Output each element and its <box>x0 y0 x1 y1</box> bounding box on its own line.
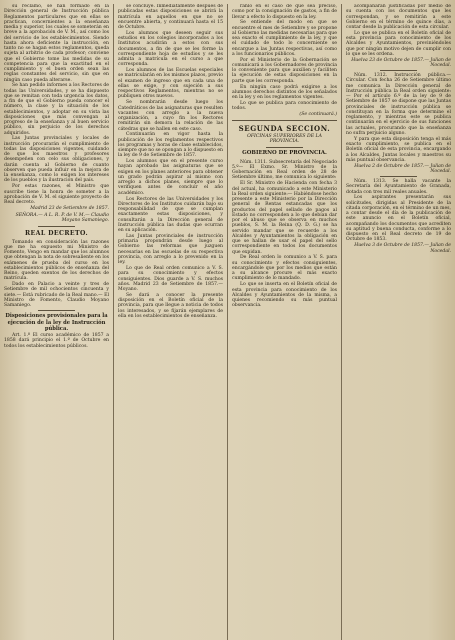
paragraph: Los alumnos que en el presente curso hayan aprobado las asignaturas que se exigen en los planes anteriores para obtener un grado podrán aspirar al mismo con arreglo a dichos planes, siempre que lo verifiquen antes de concluir el año académico. <box>118 159 223 196</box>
paragraph: Se dará a conocer la presente disposición en el Boletín oficial de la provincia, para que llegue a noticia de todos los interesados, y se fijarán ejemplares de ella en los establecimientos de enseñanza. <box>118 292 223 319</box>
divider <box>232 120 337 121</box>
paragraph: Los alumnos de las Escuelas especiales se matricularán en los mismos plazos, previo el examen de ingreso que en cada una de ellas se exige, y con sujeción a sus respectivos Reglamentos, mientras no se publiquen otros nuevos. <box>118 68 223 100</box>
paragraph: Lo que se publica para conocimiento de todos. <box>232 100 337 112</box>
paragraph: Tomando en consideración las razones que me ha expuesto mi Ministro de Fomento, Vengo en mandar que los alumnos que obtengan la nota de sobresaliente en los exámenes de prueba del curso en los establecimientos públicos de enseñanza del Reino, queden exentos de los derechos de matrícula. <box>4 239 109 282</box>
paragraph: Art. 1.º El curso académico de 1857 a 1858 dará principio el 1.º de Octubre en todos los establecimientos públicos. <box>4 333 109 349</box>
paragraph: Se han pedido informes a los Rectores de todas las Universidades, y se ha dispuesto que se remitan con toda urgencia los datos, a fin de que el Gobierno pueda conocer el número, la clase y la situación de los establecimientos, y adoptar en su vista las disposiciones que más convengan al progreso de la enseñanza y al buen servicio público, sin perjuicio de los derechos adquiridos. <box>4 83 109 136</box>
paragraph: Lo que se inserta en el Boletín oficial de esta provincia para conocimiento de los Alcaldes y Ayuntamientos de la misma, a quienes recomiendo su más puntual observancia. <box>232 282 337 309</box>
paragraph: Núm. 1313. Se halla vacante la Secretaría del Ayuntamiento de Granada, dotada con tres mil reales anuales. <box>346 179 451 195</box>
column-4 <box>341 4 451 640</box>
paragraph: Las Juntas provinciales y locales de instrucción procurarán el cumplimiento de todas las disposiciones vigentes, cuidando de que los maestros y profesores desempeñen con celo sus obligaciones, y darán cuenta al Gobierno de cuanto observen que pueda influir en la mejora de la enseñanza, como lo exigen los intereses de los pueblos y la ilustración del país. <box>4 136 109 184</box>
divider <box>380 176 418 177</box>
paragraph: su reclamo, se han formado en la Dirección general de Instrucción pública Reglamentos particulares que en ellas se practican, concernientes a la enseñanza media y superior, los cuales se someterán en breve a la aprobación de V. M., así como los del servicio de los establecimientos. Siendo hasta ahora deficiente la instrucción, en tanto no se hagan estos reglamentos, queda sujeta al arbitrio de cada profesor; conviene que el Gobierno tome las medidas de su competencia para que la exactitud en el cumplimiento y el buen orden sean las reglas constantes del servicio, sin que en ningún caso pueda alterarse. <box>4 4 109 83</box>
paragraph: Núm. 1312. Instrucción pública.— Circular. Con fecha 26 de Setiembre último me comunica la Dirección general de Instrucción pública la Real orden siguiente:— Por el artículo 6.º de la ley de 9 de Setiembre de 1857 se dispone que las Juntas provinciales de instrucción pública se constituyan en la forma que determine el reglamento, y mientras este se publica continuarán en el ejercicio de sus funciones las actuales, procurando que la enseñanza no sufra perjuicio alguno. <box>346 73 451 136</box>
subsection-heading: GOBIERNO DE PROVINCIA. <box>242 149 327 156</box>
section-heading: SEGUNDA SECCION. <box>238 124 331 134</box>
paragraph: Núm. 1311. Subsecretaría del Negociado 5.º— El Exmo. Sr. Ministro de la Gobernación en Real orden de 28 de Setiembre último, me comunica lo siguiente: <box>232 159 337 181</box>
continuation-note: (Se continuará.) <box>299 111 337 117</box>
paragraph: Y para que esta disposición tenga el más exacto cumplimiento, se publica en el Boletín oficial de esta provincia, encargando a los Alcaldes, Juntas locales y maestros su más puntual observancia. <box>346 136 451 163</box>
signature: Huelva 2 de Octubre de 1857.— Julian de Nocedal. <box>354 163 451 174</box>
column-3 <box>227 4 337 640</box>
signature: Huelva 3 de Octubre de 1857.— Julian de Nocedal. <box>354 243 451 254</box>
paragraph: Los aspirantes presentarán sus solicitudes, dirigidas al Presidente de la citada corporación, en el término de un mes, a contar desde el día de la publicación de este anuncio en el Boletín oficial, acompañando los documentos que acrediten su aptitud y buena conducta, conforme a lo dispuesto en el Real decreto de 19 de Octubre de 1853. <box>346 195 451 243</box>
paragraph: Lo que se publica en el Boletín oficial de esta provincia para conocimiento de los Alcaldes y Ayuntamientos, previniéndoles que por ningún motivo dejen de cumplir con lo que se les ordena. <box>346 30 451 57</box>
signature-date: Madrid 23 de Setiembre de 1857. <box>30 205 109 211</box>
divider <box>266 147 304 148</box>
signature: SEÑORA.— A L. R. P. de V. M.— Claudio Moyano Samaniego. <box>15 213 109 224</box>
column-1 <box>4 4 109 640</box>
paragraph: Los alumnos que deseen seguir sus estudios en los colegios incorporados a los Institutos acudirán a estos con sus documentos, a fin de que se les forme la correspondiente hoja de estudios y se les admita a matrícula en el curso a que corresponda. <box>118 30 223 68</box>
divider <box>38 226 76 227</box>
paragraph: Por estas razones, el Ministro que suscribe tiene la honra de someter a la aprobación de V. M. el siguiente proyecto de Real decreto. <box>4 184 109 206</box>
paragraph: El Sr. Ministro de Hacienda con fecha 3 del actual, ha comunicado a este Ministerio la Real orden siguiente:— Habiéndose hecho presente a este Ministerio por la Dirección general de Rentas estancadas que los productos del papel sellado de pagos al Estado no corresponden a lo que debían dar por el abuso que se observa en muchos pueblos, S. M. la Reina (Q. D. G.) se ha servido mandar que se recuerde a los Alcaldes y Ayuntamientos la obligación en que se hallan de usar el papel del sello correspondiente en todos los documentos que expidan. <box>232 181 337 255</box>
paragraph: Continuarán en vigor hasta la publicación de los reglamentos respectivos los programas y horas de clase establecidos, siempre que no se opongan a lo dispuesto en la ley de 9 de Setiembre de 1857. <box>118 132 223 159</box>
paragraph: Los Rectores de las Universidades y los Directores de los Institutos cuidarán bajo su responsabilidad de que se cumplan exactamente estas disposiciones, y consultarán a la Dirección general de Instrucción pública las dudas que ocurran en su aplicación. <box>118 196 223 234</box>
section-heading: REAL DECRETO. <box>24 229 88 237</box>
paragraph: Las Juntas provinciales de instrucción primaria propondrán desde luego al Gobierno las reformas que juzguen necesarias en las escuelas de su respectiva provincia, con arreglo a lo prevenido en la ley. <box>118 233 223 266</box>
section-heading: Disposiciones provisionales para la ejecución de la ley de Instrucción pública. <box>5 313 108 332</box>
signature: Huelva 23 de Octubre de 1857.— Julian de Nocedal. <box>351 57 451 68</box>
paragraph: acompañarán justificadas por medio de su cuenta con los documentos que les correspondan, y se remitirán a este Gobierno en el término de quince días, a contar desde la publicación de esta circular. <box>346 4 451 30</box>
column-2 <box>113 4 223 640</box>
paragraph: De Real orden lo comunico a V. S. para su conocimiento y efectos consiguientes, encargándole que por los medios que están a su alcance procure el más exacto cumplimiento de lo mandado. <box>232 255 337 282</box>
paragraph: se concluye. Inmediatamente después de publicadas estas disposiciones se abrirá la matrícula en aquellos en que no se encuentre abierta, y continuará hasta el 15 de Octubre. <box>118 4 223 30</box>
paragraph: En ningún caso podrá exigirse a los alumnos derechos distintos de los señalados en la ley y en los reglamentos vigentes. <box>232 84 337 101</box>
divider <box>380 70 418 71</box>
paragraph: Se entiende del modo en que se encuentre el mes de Setiembre y se propone al Gobierno las medidas necesarias para que sea exacto el cumplimiento de la ley, y que el cuidado de todo lo concerniente se encargue a las Juntas respectivas, así como a los funcionarios públicos. <box>232 20 337 57</box>
paragraph: Lo que de Real orden comunico a V. S. para su conocimiento y efectos consiguientes. Dios guarde a V. S. muchos años. Madrid 23 de Setiembre de 1857.— Moyano. <box>118 266 223 292</box>
paragraph: Por el Ministerio de la Gobernación se comunicará a los Gobernadores de provincia lo conveniente para que auxilien y faciliten la ejecución de estas disposiciones en la parte que les corresponda. <box>232 57 337 84</box>
divider <box>38 310 76 311</box>
subsection-heading: OFICINAS SUPERIORES DE LA PROVINCIA. <box>247 134 322 145</box>
paragraph: Se nombrarán desde luego los Catedráticos de las asignaturas que resulten vacantes con arreglo a la nueva organización, a cuyo fin los Rectores remitirán sin demora la relación de las cátedras que se hallen en este caso. <box>118 100 223 132</box>
paragraph: Dado en Palacio a veinte y tres de Setiembre de mil ochocientos cincuenta y siete.— Está rubricado de la Real mano.— El Ministro de Fomento, Claudio Moyano Samaniego. <box>4 282 109 309</box>
paragraph: ranlo en el caso de que sea preciso, como por la consignación de gastos, a fin de llevar a efecto lo dispuesto en la ley. <box>232 4 337 20</box>
